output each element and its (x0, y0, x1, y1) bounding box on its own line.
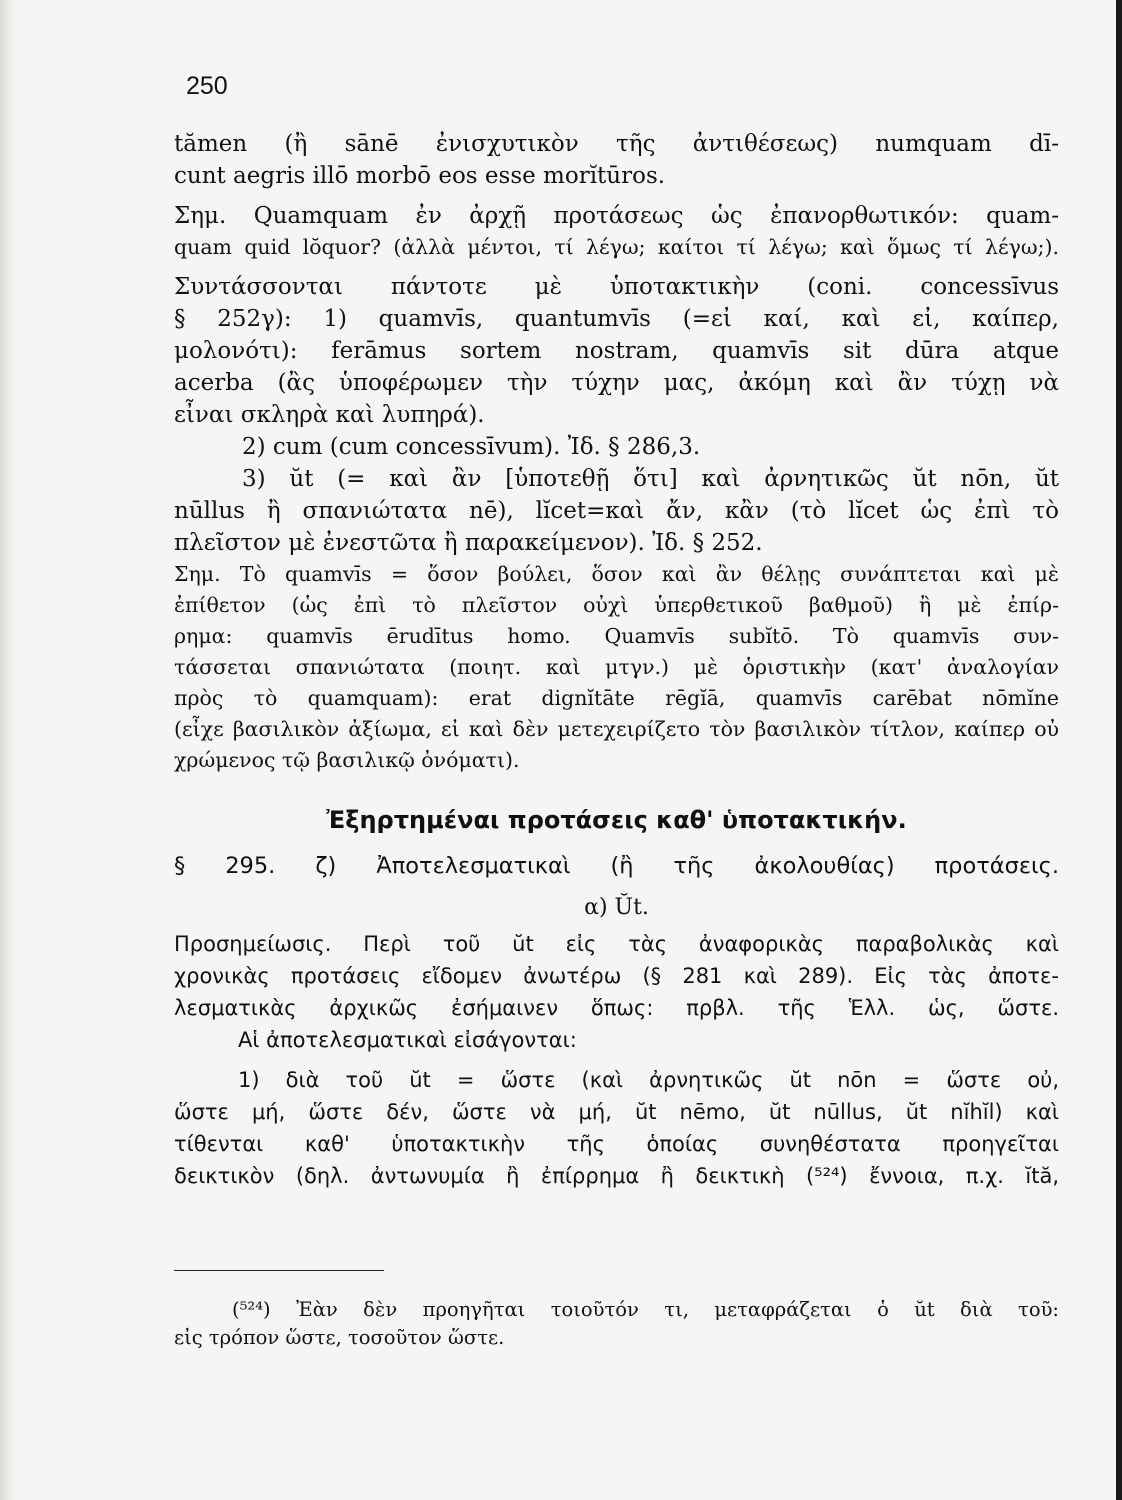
text-line: πλεῖστον μὲ ἐνεστῶτα ἢ παρακείμενον). Ἰδ. § 252. (174, 530, 763, 556)
text-line: εἶναι σκληρὰ καὶ λυπηρά). (174, 402, 485, 428)
subheading: α) Ŭt. (584, 895, 649, 920)
footnote-line: εἰς τρόπον ὥστε, τοσοῦτον ὥστε. (174, 1326, 505, 1349)
section-heading: Ἐξηρτημέναι προτάσεις καθ' ὑποτακτικήν. (326, 806, 907, 834)
text-line: Αἱ ἀποτελεσματικαὶ εἰσάγονται: (238, 1028, 577, 1052)
note-line: πρὸς τὸ quamquam): erat dignĭtāte rēgĭā, quamvīs carēbat nōmĭne (174, 686, 1059, 710)
text-line: acerba (ἂς ὑποφέρωμεν τὴν τύχην μας, ἀκόμη καὶ ἂν τύχῃ νὰ (174, 370, 1059, 396)
page-edge (1116, 0, 1122, 1500)
text-line: Προσημείωσις. Περὶ τοῦ ŭt εἰς τὰς ἀναφορικὰς παραβολικὰς καὶ (174, 932, 1059, 956)
text-line: 3) ŭt (= καὶ ἂν [ὑποτεθῇ ὅτι] καὶ ἀρνητικῶς ŭt nōn, ŭt (242, 466, 1059, 492)
page-number: 250 (186, 72, 228, 100)
text-line: § 252γ): 1) quamvīs, quantumvīs (=εἰ καί, καὶ εἰ, καίπερ, (174, 306, 1059, 332)
text-line: χρονικὰς προτάσεις εἴδομεν ἀνωτέρω (§ 281 καὶ 289). Εἰς τὰς ἀποτε- (174, 964, 1059, 988)
text-line: τίθενται καθ' ὑποτακτικὴν τῆς ὁποίας συνηθέστατα προηγεῖται (174, 1132, 1059, 1156)
footnote-line: (⁵²⁴) Ἐὰν δὲν προηγῆται τοιοῦτόν τι, μεταφράζεται ὁ ŭt διὰ τοῦ: (232, 1298, 1059, 1321)
note-line: Σημ. Τὸ quamvīs = ὅσον βούλει, ὅσον καὶ ἂν θέλῃς συνάπτεται καὶ μὲ (174, 562, 1059, 586)
text-line: 1) διὰ τοῦ ŭt = ὥστε (καὶ ἀρνητικῶς ŭt nōn = ὥστε οὐ, (238, 1068, 1059, 1092)
footnote (174, 1296, 1059, 1352)
note-line: τάσσεται σπανιώτατα (ποιητ. καὶ μτγν.) μὲ ὁριστικὴν (κατ' ἀναλογίαν (174, 655, 1059, 679)
text-line: λεσματικὰς ἀρχικῶς ἐσήμαινεν ὅπως: πρβλ. τῆς Ἑλλ. ὡς, ὥστε. (174, 996, 1059, 1020)
section-title: § 295. ζ) Ἀποτελεσματικαὶ (ἢ τῆς ἀκολουθίας) προτάσεις. (174, 853, 1059, 879)
note-line: ἐπίθετον (ὡς ἐπὶ τὸ πλεῖστον οὐχὶ ὑπερθετικοῦ βαθμοῦ) ἢ μὲ ἐπίρ- (174, 593, 1059, 617)
footnote-divider (174, 1270, 384, 1271)
main-text (174, 128, 1059, 1192)
note-line: ρημα: quamvīs ērudītus homo. Quamvīs subĭtō. Τὸ quamvīs συν- (174, 624, 1059, 648)
note-line: quam quid lŏquor? (ἀλλὰ μέντοι, τί λέγω; καίτοι τί λέγω; καὶ ὅμως τί λέγω;). (174, 235, 1059, 259)
page-shadow (0, 0, 14, 1500)
note-line: Σημ. Quamquam ἐν ἀρχῇ προτάσεως ὡς ἐπανορθωτικόν: quam- (174, 203, 1059, 229)
text-line: Συντάσσονται πάντοτε μὲ ὑποτακτικὴν (coni. concessīvus (174, 274, 1059, 300)
text-line: μολονότι): ferāmus sortem nostram, quamvīs sit dūra atque (174, 338, 1059, 364)
text-line: δεικτικὸν (δηλ. ἀντωνυμία ἢ ἐπίρρημα ἢ δεικτικὴ (⁵²⁴) ἔννοια, π.χ. ĭtă, (174, 1164, 1059, 1188)
text-line: tămen (ἢ sānē ἐνισχυτικὸν τῆς ἀντιθέσεως) numquam dī- (174, 131, 1059, 157)
text-line: 2) cum (cum concessīvum). Ἰδ. § 286,3. (242, 434, 701, 460)
note-line: (εἶχε βασιλικὸν ἀξίωμα, εἰ καὶ δὲν μετεχειρίζετο τὸν βασιλικὸν τίτλον, καίπερ οὐ (174, 717, 1059, 741)
note-line: χρώμενος τῷ βασιλικῷ ὀνόματι). (174, 748, 520, 772)
text-line: nūllus ἢ σπανιώτατα nē), lĭcet=καὶ ἄν, κἂν (τὸ lĭcet ὡς ἐπὶ τὸ (174, 498, 1059, 524)
text-line: cunt aegris illō morbō eos esse morĭtūros. (174, 163, 666, 189)
text-line: ὥστε μή, ὥστε δέν, ὥστε νὰ μή, ŭt nēmo, ŭt nūllus, ŭt nĭhĭl) καὶ (174, 1100, 1059, 1124)
